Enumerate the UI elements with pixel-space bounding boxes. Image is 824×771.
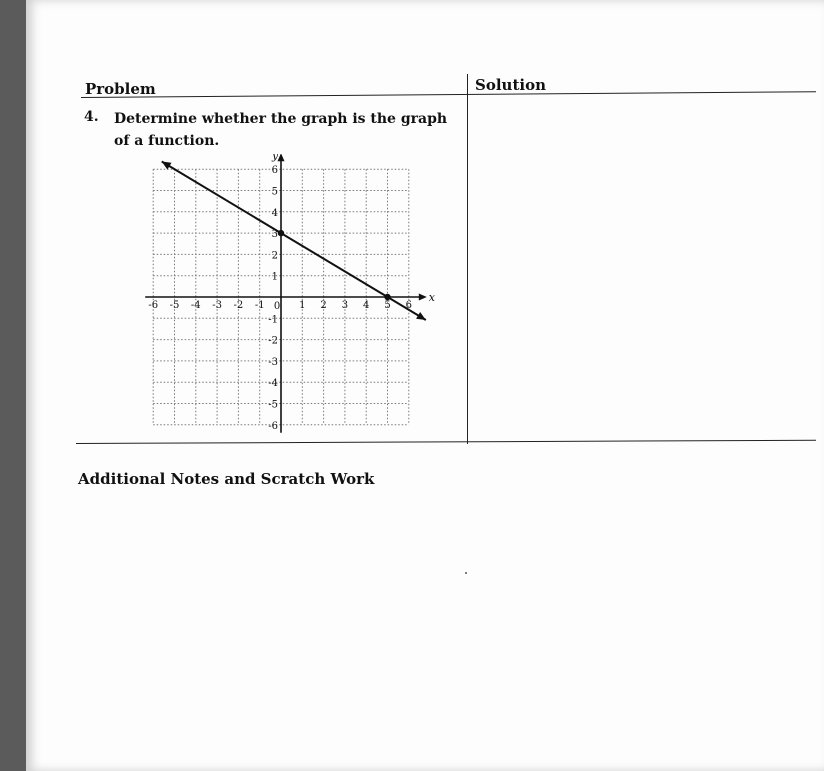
x-axis-label: x — [428, 291, 436, 304]
x-tick-label: -2 — [233, 300, 244, 311]
x-tick-label: -4 — [190, 300, 201, 311]
x-tick-label: 2 — [320, 300, 327, 311]
x-tick-label: 6 — [405, 300, 412, 311]
y-tick-label: 5 — [271, 186, 278, 198]
coordinate-graph — [134, 154, 446, 436]
header-rule — [81, 91, 816, 98]
x-tick-label: -1 — [254, 300, 265, 311]
y-tick-label: 4 — [271, 207, 278, 219]
y-tick-label: -2 — [268, 335, 278, 347]
y-tick-label: 2 — [271, 250, 278, 262]
notes-heading: Additional Notes and Scratch Work — [78, 470, 375, 488]
problem-column-header: Problem — [85, 80, 156, 98]
y-tick-label: -5 — [268, 399, 278, 411]
y-tick-label: 6 — [271, 165, 278, 177]
section-rule — [76, 440, 816, 444]
viewer-background — [0, 0, 26, 771]
y-tick-label: 1 — [271, 271, 278, 283]
x-tick-label: 0 — [273, 301, 281, 312]
graph-point — [384, 294, 390, 300]
x-tick-label: 3 — [341, 300, 349, 311]
x-tick-label: 4 — [363, 300, 370, 311]
page-speck — [465, 572, 467, 574]
y-tick-label: -4 — [268, 378, 278, 390]
x-axis-arrow-icon — [419, 294, 427, 301]
y-tick-label: -6 — [268, 420, 278, 432]
x-tick-label: 5 — [384, 300, 391, 311]
solution-column-header: Solution — [475, 76, 546, 94]
column-divider — [467, 74, 468, 444]
problem-text: Determine whether the graph is the graph of a function. — [114, 111, 448, 149]
x-tick-label: -6 — [148, 300, 159, 311]
y-tick-label: -1 — [268, 314, 278, 326]
y-tick-label: -3 — [268, 356, 278, 368]
x-tick-label: 1 — [299, 300, 306, 311]
y-axis-label: y — [272, 154, 279, 163]
graph-point — [278, 230, 284, 236]
y-axis-arrow-icon — [278, 154, 285, 161]
x-tick-label: -3 — [212, 300, 222, 311]
x-tick-label: -5 — [169, 300, 180, 311]
worksheet-page[interactable] — [26, 0, 824, 771]
graph-axes — [145, 154, 427, 433]
y-tick-label: 3 — [271, 229, 278, 241]
problem-number: 4. — [84, 109, 99, 125]
graph-tick-labels — [148, 154, 435, 432]
